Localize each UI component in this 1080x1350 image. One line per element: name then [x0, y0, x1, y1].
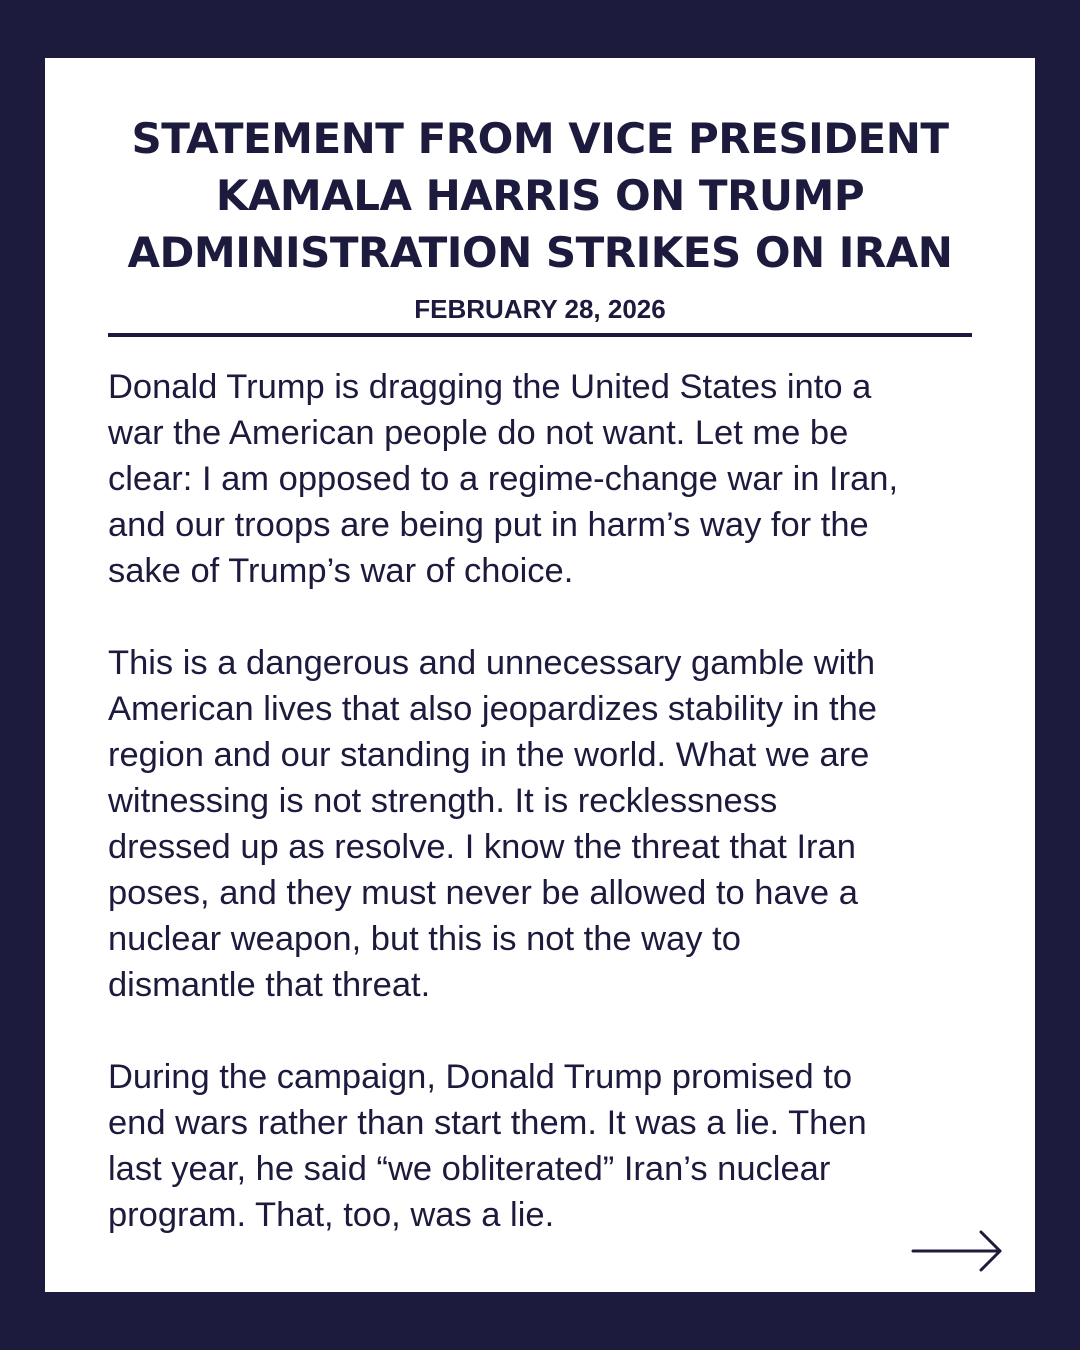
body-line: dismantle that threat.: [108, 966, 431, 1004]
body-line: nuclear weapon, but this is not the way to: [108, 920, 741, 958]
statement-header: [108, 110, 972, 325]
body-line: American lives that also jeopardizes stability in the: [108, 690, 877, 728]
title-line-1: STATEMENT FROM VICE PRESIDENT: [131, 114, 949, 163]
title-line-3: ADMINISTRATION STRIKES ON IRAN: [127, 228, 953, 277]
body-line: During the campaign, Donald Trump promised to: [108, 1058, 853, 1096]
statement-card: [45, 58, 1035, 1292]
body-line: program. That, too, was a lie.: [108, 1196, 555, 1234]
statement-body: [108, 364, 988, 1284]
arrow-right-icon[interactable]: [911, 1229, 1005, 1273]
title-line-2: KAMALA HARRIS ON TRUMP: [215, 171, 865, 220]
body-line: dressed up as resolve. I know the threat that Iran: [108, 828, 856, 866]
body-line: war the American people do not want. Let me be: [108, 414, 849, 452]
paragraph-2: [108, 640, 988, 1008]
paragraph-3: [108, 1054, 988, 1238]
statement-date: FEBRUARY 28, 2026: [414, 294, 666, 324]
body-line: sake of Trump’s war of choice.: [108, 552, 574, 590]
body-line: last year, he said “we obliterated” Iran’s nuclear: [108, 1150, 831, 1188]
body-line: This is a dangerous and unnecessary gamble with: [108, 644, 876, 682]
body-line: poses, and they must never be allowed to have a: [108, 874, 858, 912]
body-line: end wars rather than start them. It was a lie. Then: [108, 1104, 867, 1142]
body-line: and our troops are being put in harm’s way for the: [108, 506, 869, 544]
divider: [108, 333, 972, 337]
body-line: region and our standing in the world. What we are: [108, 736, 870, 774]
paragraph-1: [108, 364, 988, 594]
body-line: witnessing is not strength. It is recklessness: [108, 782, 778, 820]
body-line: Donald Trump is dragging the United States into a: [108, 368, 872, 406]
body-line: clear: I am opposed to a regime-change war in Iran,: [108, 460, 899, 498]
